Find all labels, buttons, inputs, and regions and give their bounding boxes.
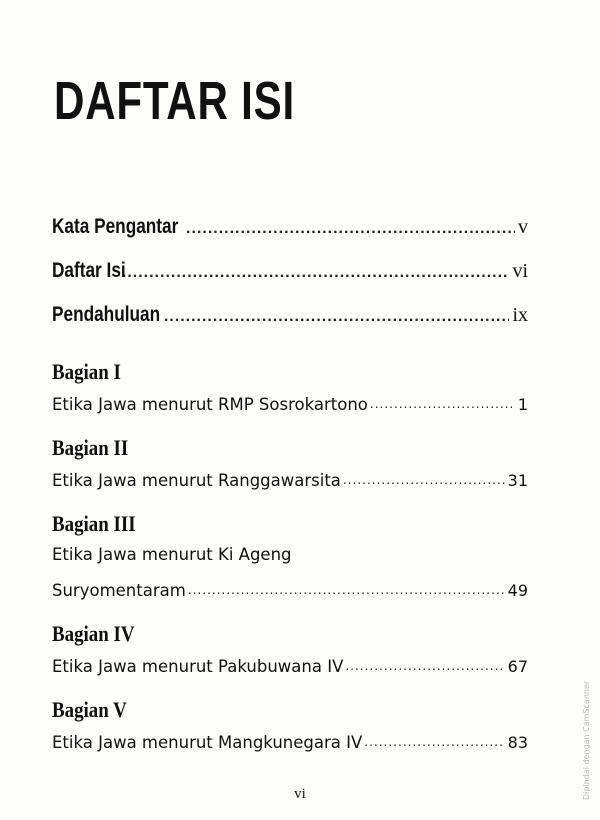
part-heading-1 [52, 347, 528, 385]
dot-leader [343, 473, 505, 487]
part-label: Bagian I [52, 359, 121, 384]
toc-entry-kata-pengantar [52, 215, 528, 259]
dot-leader [188, 583, 505, 597]
dot-leader [186, 220, 515, 238]
dot-leader [364, 735, 504, 749]
toc-entry-label: Etika Jawa menurut Pakubuwana IV [52, 656, 344, 676]
part-heading-2 [52, 423, 528, 461]
toc-entry-suryomentaram [52, 571, 528, 609]
page-folio: vi [294, 786, 306, 802]
toc-entry-label: Etika Jawa menurut Ki Ageng [52, 544, 292, 564]
dot-leader [122, 264, 510, 282]
toc-entry-label: Etika Jawa menurut RMP Sosrokartono [52, 394, 368, 414]
toc-entry-mangkunegara [52, 723, 528, 761]
toc-entry-label: Pendahuluan [52, 303, 161, 326]
toc-page-number: 1 [517, 394, 528, 414]
toc-entry-label: Daftar Isi [52, 259, 126, 282]
part-heading-5 [52, 685, 528, 723]
part-label: Bagian III [52, 511, 136, 536]
part-label: Bagian V [52, 697, 127, 722]
dot-leader [345, 659, 504, 673]
dot-leader [164, 308, 510, 326]
toc-entry-suryomentaram-line1 [52, 537, 528, 571]
part-heading-3 [52, 499, 528, 537]
toc-page-number: 31 [507, 470, 528, 490]
toc-entry-label: Etika Jawa menurut Ranggawarsita [52, 470, 341, 490]
page-title: DAFTAR ISI [54, 71, 296, 131]
toc-entry-pendahuluan [52, 303, 528, 347]
toc-entry-daftar-isi [52, 259, 528, 303]
part-label: Bagian IV [52, 621, 135, 646]
part-heading-4 [52, 609, 528, 647]
part-label: Bagian II [52, 435, 129, 460]
toc-page-number: 67 [507, 656, 528, 676]
toc-entry-pakubuwana [52, 647, 528, 685]
table-of-contents [52, 215, 528, 761]
scanner-watermark: Dipindai dengan CamScanner [582, 680, 591, 800]
toc-page-number: 83 [507, 732, 528, 752]
toc-entry-label: Kata Pengantar [52, 215, 179, 238]
toc-page-number: 49 [507, 580, 528, 600]
toc-entry-label: Etika Jawa menurut Mangkunegara IV [52, 732, 363, 752]
toc-page-number: vi [512, 260, 528, 282]
toc-page-number: v [518, 216, 528, 238]
toc-entry-sosrokartono [52, 385, 528, 423]
toc-entry-ranggawarsita [52, 461, 528, 499]
dot-leader [370, 397, 515, 411]
toc-entry-label-continued: Suryomentaram [52, 580, 186, 600]
toc-page-number: ix [512, 304, 528, 326]
